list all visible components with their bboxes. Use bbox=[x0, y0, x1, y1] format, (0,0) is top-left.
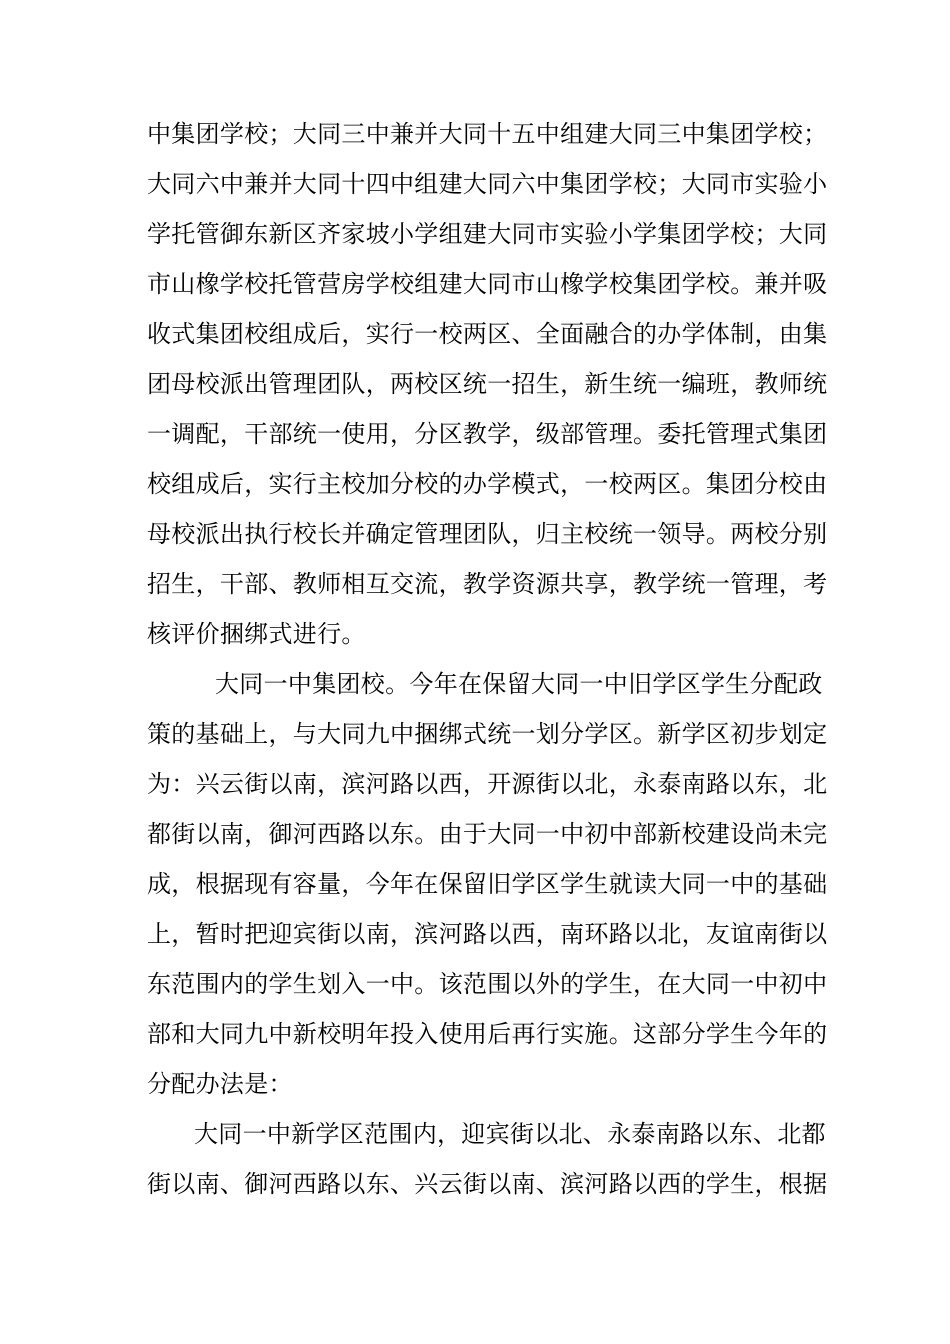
text-line: 学托管御东新区齐家坡小学组建大同市实验小学集团学校；大同 bbox=[147, 220, 828, 248]
text-line: 收式集团校组成后，实行一校两区、全面融合的办学体制，由集 bbox=[147, 320, 828, 348]
text-line: 都街以南，御河西路以东。由于大同一中初中部新校建设尚未完 bbox=[147, 820, 828, 848]
text-line: 上，暂时把迎宾街以南，滨河路以西，南环路以北，友谊南街以 bbox=[147, 920, 828, 948]
text-line: 一调配，干部统一使用，分区教学，级部管理。委托管理式集团 bbox=[147, 420, 828, 448]
text-line: 校组成后，实行主校加分校的办学模式，一校两区。集团分校由 bbox=[147, 470, 828, 498]
text-line: 大同六中兼并大同十四中组建大同六中集团学校；大同市实验小 bbox=[147, 170, 828, 198]
text-line: 东范围内的学生划入一中。该范围以外的学生，在大同一中初中 bbox=[147, 970, 828, 998]
text-line: 招生，干部、教师相互交流，教学资源共享，教学统一管理，考 bbox=[147, 570, 828, 598]
text-line: 策的基础上，与大同九中捆绑式统一划分学区。新学区初步划定 bbox=[147, 720, 828, 748]
text-line: 部和大同九中新校明年投入使用后再行实施。这部分学生今年的 bbox=[147, 1020, 828, 1048]
text-line: 中集团学校；大同三中兼并大同十五中组建大同三中集团学校； bbox=[147, 120, 828, 148]
text-line: 分配办法是： bbox=[147, 1070, 293, 1098]
text-line: 为：兴云街以南，滨河路以西，开源街以北，永泰南路以东，北 bbox=[147, 770, 828, 798]
paragraph-start-line: 大同一中集团校。今年在保留大同一中旧学区学生分配政 bbox=[215, 670, 823, 698]
text-line: 团母校派出管理团队，两校区统一招生，新生统一编班，教师统 bbox=[147, 370, 828, 398]
text-line: 母校派出执行校长并确定管理团队，归主校统一领导。两校分别 bbox=[147, 520, 828, 548]
text-line: 成，根据现有容量，今年在保留旧学区学生就读大同一中的基础 bbox=[147, 870, 828, 898]
text-line: 街以南、御河西路以东、兴云街以南、滨河路以西的学生，根据 bbox=[147, 1170, 828, 1198]
text-line: 市山橡学校托管营房学校组建大同市山橡学校集团学校。兼并吸 bbox=[147, 270, 828, 298]
text-line: 核评价捆绑式进行。 bbox=[147, 620, 366, 648]
paragraph-start-line: 大同一中新学区范围内，迎宾街以北、永泰南路以东、北都 bbox=[194, 1120, 826, 1148]
